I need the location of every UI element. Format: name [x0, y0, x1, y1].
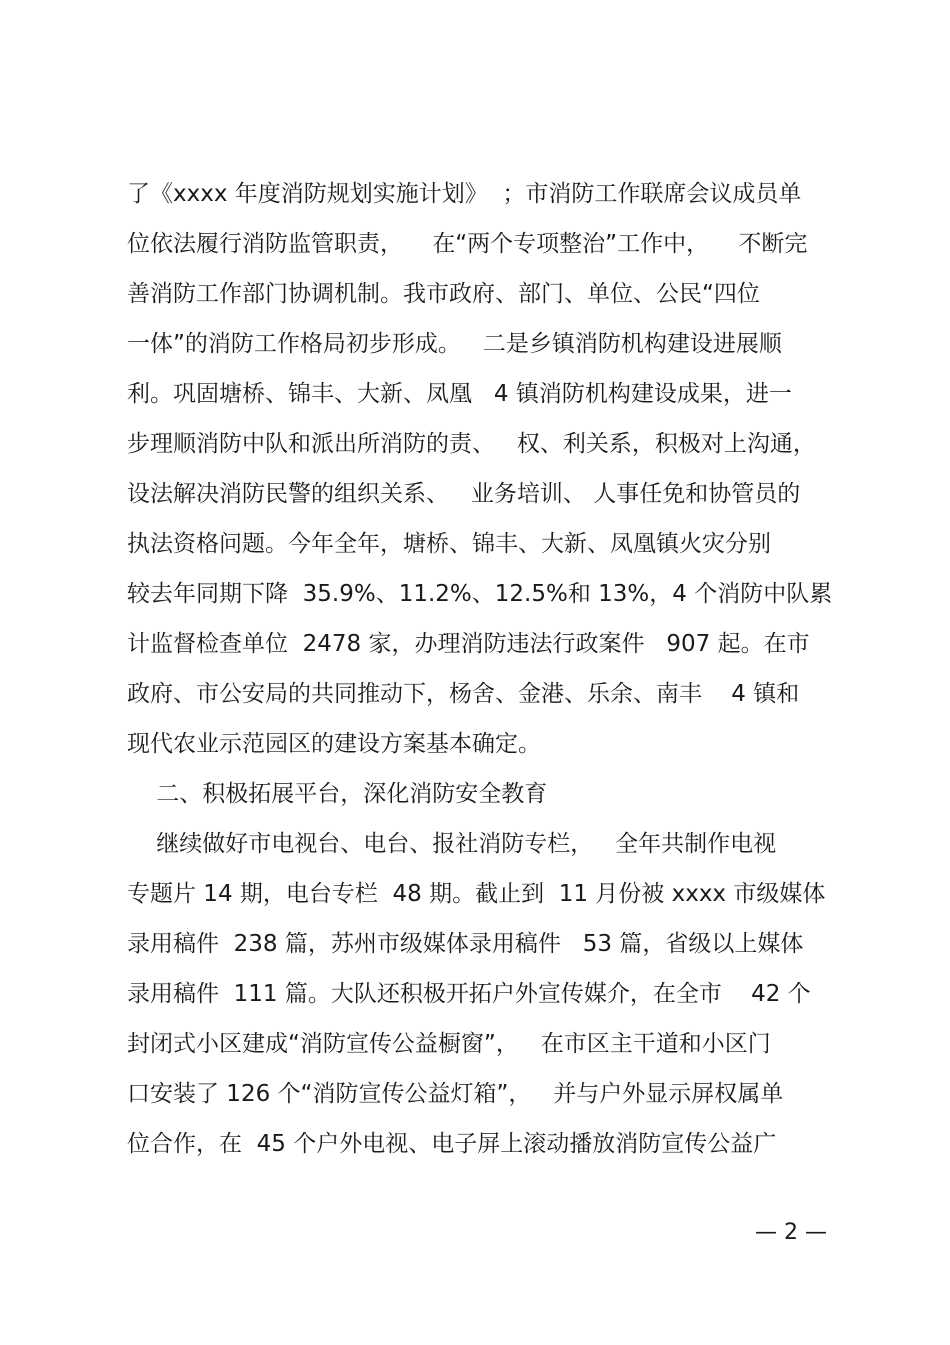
body-line-4: 一体”的消防工作格局初步形成。 二是乡镇消防机构建设进展顺 — [127, 331, 782, 357]
body-line-6: 步理顺消防中队和派出所消防的责、 权、利关系，积极对上沟通， — [127, 431, 816, 457]
body-line-1: 了《xxxx 年度消防规划实施计划》 ；市消防工作联席会议成员单 — [127, 181, 802, 207]
body-line-3: 善消防工作部门协调机制。我市政府、部门、单位、公民“四位 — [127, 281, 760, 307]
body-line-2: 位依法履行消防监管职责， 在“两个专项整治”工作中， 不断完 — [127, 231, 808, 257]
body-line-10: 计监督检查单位 2478 家，办理消防违法行政案件 907 起。在市 — [127, 631, 810, 657]
page-number: — 2 — — [755, 1220, 827, 1245]
body-line-8: 执法资格问题。今年全年，塘桥、锦丰、大新、凤凰镇火灾分别 — [127, 531, 771, 557]
body-line-14: 继续做好市电视台、电台、报社消防专栏， 全年共制作电视 — [127, 831, 777, 857]
body-line-11: 政府、市公安局的共同推动下，杨舍、金港、乐余、南丰 4 镇和 — [127, 681, 800, 707]
body-line-19: 口安装了 126 个“消防宣传公益灯箱”， 并与户外显示屏权属单 — [127, 1081, 784, 1107]
body-line-5: 利。巩固塘桥、锦丰、大新、凤凰 4 镇消防机构建设成果，进一 — [127, 381, 792, 407]
body-line-15: 专题片 14 期，电台专栏 48 期。截止到 11 月份被 xxxx 市级媒体 — [127, 881, 826, 907]
section-heading: 二、积极拓展平台，深化消防安全教育 — [127, 781, 548, 807]
body-line-7: 设法解决消防民警的组织关系、 业务培训、 人事任免和协管员的 — [127, 481, 801, 507]
body-line-17: 录用稿件 111 篇。大队还积极开拓户外宣传媒介，在全市 42 个 — [127, 981, 811, 1007]
body-line-12: 现代农业示范园区的建设方案基本确定。 — [127, 731, 541, 757]
body-line-20: 位合作，在 45 个户外电视、电子屏上滚动播放消防宣传公益广 — [127, 1131, 777, 1157]
body-line-9: 较去年同期下降 35.9%、11.2%、12.5%和 13%，4 个消防中队累 — [127, 581, 833, 607]
body-line-16: 录用稿件 238 篇，苏州市级媒体录用稿件 53 篇，省级以上媒体 — [127, 931, 804, 957]
body-line-18: 封闭式小区建成“消防宣传公益橱窗”， 在市区主干道和小区门 — [127, 1031, 771, 1057]
